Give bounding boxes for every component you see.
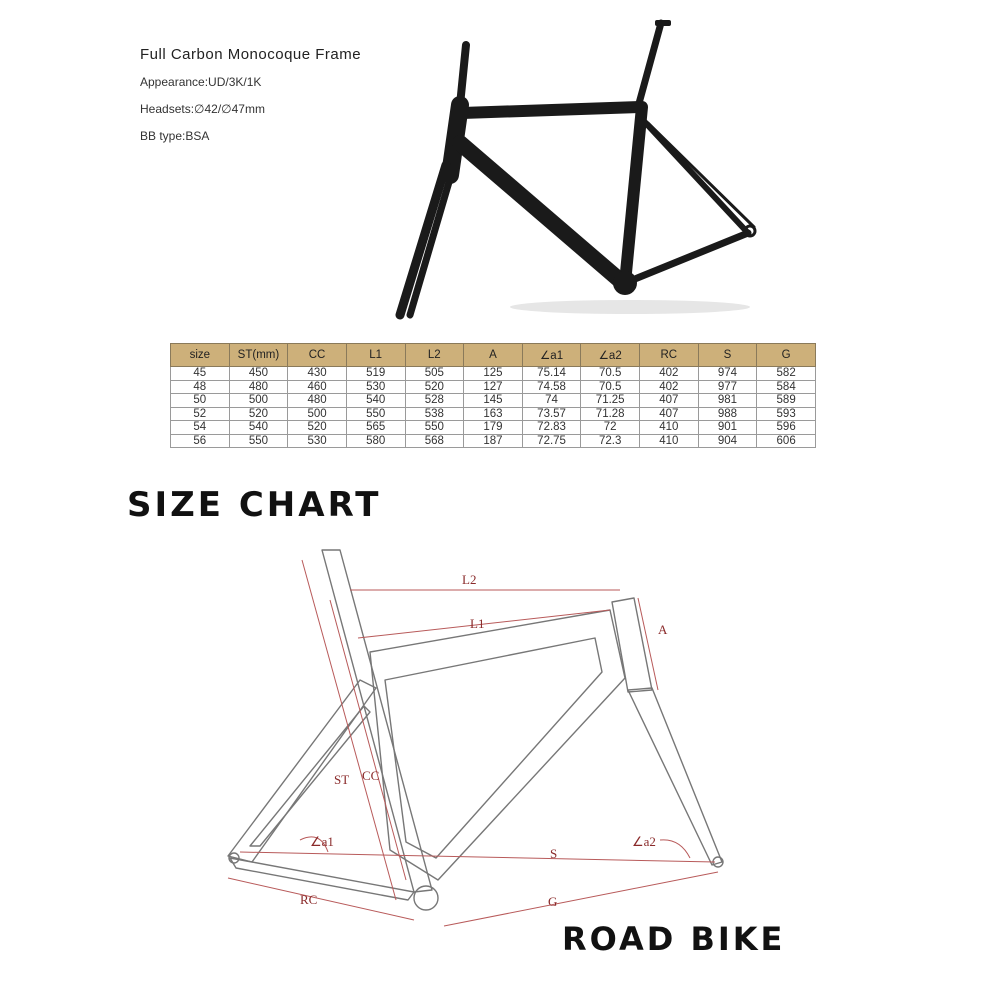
table-cell: 520: [405, 380, 464, 394]
table-cell: 70.5: [581, 367, 640, 381]
table-cell: 519: [346, 367, 405, 381]
table-cell: 179: [464, 421, 523, 435]
a2-label: ∠a2: [632, 834, 656, 849]
table-cell: 50: [171, 394, 230, 408]
table-cell: 530: [346, 380, 405, 394]
s-label: S: [550, 846, 558, 861]
table-cell: 480: [288, 394, 347, 408]
col-header-st: ST(mm): [229, 344, 288, 367]
fork-blade-left: [400, 165, 446, 315]
col-header-a: A: [464, 344, 523, 367]
table-cell: 974: [698, 367, 757, 381]
table-cell: 45: [171, 367, 230, 381]
table-cell: 988: [698, 407, 757, 421]
front-triangle-outer: [370, 610, 625, 880]
table-cell: 125: [464, 367, 523, 381]
table-cell: 589: [757, 394, 816, 408]
steerer: [460, 45, 466, 105]
col-header-l2: L2: [405, 344, 464, 367]
table-cell: 565: [346, 421, 405, 435]
table-cell: 73.57: [522, 407, 581, 421]
table-row: [171, 380, 816, 394]
table-cell: 593: [757, 407, 816, 421]
table-cell: 72.3: [581, 434, 640, 448]
table-cell: 530: [288, 434, 347, 448]
seatstay-far: [648, 123, 754, 227]
table-row: [171, 434, 816, 448]
fork-blade-right: [410, 165, 454, 315]
table-cell: 550: [229, 434, 288, 448]
table-cell: 500: [229, 394, 288, 408]
col-header-g: G: [757, 344, 816, 367]
table-cell: 145: [464, 394, 523, 408]
table-row: [171, 394, 816, 408]
table-cell: 981: [698, 394, 757, 408]
frame-outline: [228, 550, 723, 910]
spec-bb-type: BB type:BSA: [140, 129, 210, 143]
table-cell: 540: [229, 421, 288, 435]
table-cell: 584: [757, 380, 816, 394]
table-cell: 75.14: [522, 367, 581, 381]
table-cell: 582: [757, 367, 816, 381]
table-cell: 74.58: [522, 380, 581, 394]
front-triangle-inner: [385, 638, 602, 858]
spec-appearance: Appearance:UD/3K/1K: [140, 75, 262, 89]
table-cell: 550: [346, 407, 405, 421]
table-cell: 904: [698, 434, 757, 448]
table-cell: 410: [640, 434, 699, 448]
table-cell: 72.83: [522, 421, 581, 435]
g-label: G: [548, 894, 558, 909]
col-header-a1: ∠a1: [522, 344, 581, 367]
seat-clamp: [655, 20, 671, 26]
table-cell: 606: [757, 434, 816, 448]
table-cell: 550: [405, 421, 464, 435]
bottom-bracket-outline: [414, 886, 438, 910]
table-cell: 52: [171, 407, 230, 421]
table-cell: 540: [346, 394, 405, 408]
a2-angle-arc: [660, 840, 690, 858]
seatpost: [638, 23, 661, 107]
col-header-s: S: [698, 344, 757, 367]
spec-title: Full Carbon Monocoque Frame: [140, 46, 362, 63]
table-cell: 407: [640, 407, 699, 421]
frame-specs: [140, 46, 361, 156]
table-cell: 450: [229, 367, 288, 381]
table-cell: 580: [346, 434, 405, 448]
table-cell: 505: [405, 367, 464, 381]
cc-label: CC: [362, 768, 380, 783]
table-cell: 977: [698, 380, 757, 394]
frame-shadow: [510, 300, 750, 314]
bottom-bracket: [613, 271, 637, 295]
spec-headsets: Headsets:∅42/∅47mm: [140, 102, 265, 116]
table-cell: 460: [288, 380, 347, 394]
l2-label: L2: [462, 572, 477, 587]
table-cell: 187: [464, 434, 523, 448]
table-cell: 410: [640, 421, 699, 435]
table-cell: 430: [288, 367, 347, 381]
table-cell: 127: [464, 380, 523, 394]
table-cell: 402: [640, 367, 699, 381]
table-cell: 71.25: [581, 394, 640, 408]
a-label: A: [658, 622, 668, 637]
table-cell: 56: [171, 434, 230, 448]
rc-label: RC: [300, 892, 318, 907]
col-header-l1: L1: [346, 344, 405, 367]
table-cell: 901: [698, 421, 757, 435]
top-tube: [462, 107, 640, 113]
table-cell: 538: [405, 407, 464, 421]
cc-dimension-line: [330, 600, 406, 880]
table-cell: 54: [171, 421, 230, 435]
st-label: ST: [334, 772, 350, 787]
table-body: [171, 367, 816, 448]
l1-label: L1: [470, 616, 485, 631]
table-cell: 72: [581, 421, 640, 435]
table-cell: 596: [757, 421, 816, 435]
table-cell: 48: [171, 380, 230, 394]
col-header-cc: CC: [288, 344, 347, 367]
table-row: [171, 407, 816, 421]
s-dimension-line: [240, 852, 715, 862]
chainstay: [625, 233, 748, 283]
table-cell: 407: [640, 394, 699, 408]
table-cell: 74: [522, 394, 581, 408]
table-row: [171, 421, 816, 435]
table-cell: 72.75: [522, 434, 581, 448]
table-cell: 568: [405, 434, 464, 448]
col-header-a2: ∠a2: [581, 344, 640, 367]
col-header-rc: RC: [640, 344, 699, 367]
table-header-row: [171, 344, 816, 367]
table-cell: 70.5: [581, 380, 640, 394]
table-cell: 402: [640, 380, 699, 394]
st-dimension-line: [302, 560, 396, 900]
down-tube: [460, 143, 623, 283]
col-header-size: size: [171, 344, 230, 367]
table-cell: 500: [288, 407, 347, 421]
table-cell: 71.28: [581, 407, 640, 421]
road-bike-heading: ROAD BIKE: [562, 920, 786, 958]
seat-tube: [625, 107, 642, 283]
size-table: [170, 343, 816, 448]
a1-label: ∠a1: [310, 834, 334, 849]
seatstay: [642, 119, 748, 233]
rear-triangle-inner: [250, 706, 370, 846]
geometry-diagram: [200, 540, 760, 930]
frame-photo: [380, 15, 780, 335]
rear-triangle-outer: [228, 680, 376, 862]
table-cell: 520: [229, 407, 288, 421]
table-cell: 520: [288, 421, 347, 435]
size-chart-heading: SIZE CHART: [127, 485, 382, 525]
table-row: [171, 367, 816, 381]
table-cell: 528: [405, 394, 464, 408]
a-dimension-line: [638, 598, 658, 690]
g-dimension-line: [444, 872, 718, 926]
table-cell: 480: [229, 380, 288, 394]
table-cell: 163: [464, 407, 523, 421]
